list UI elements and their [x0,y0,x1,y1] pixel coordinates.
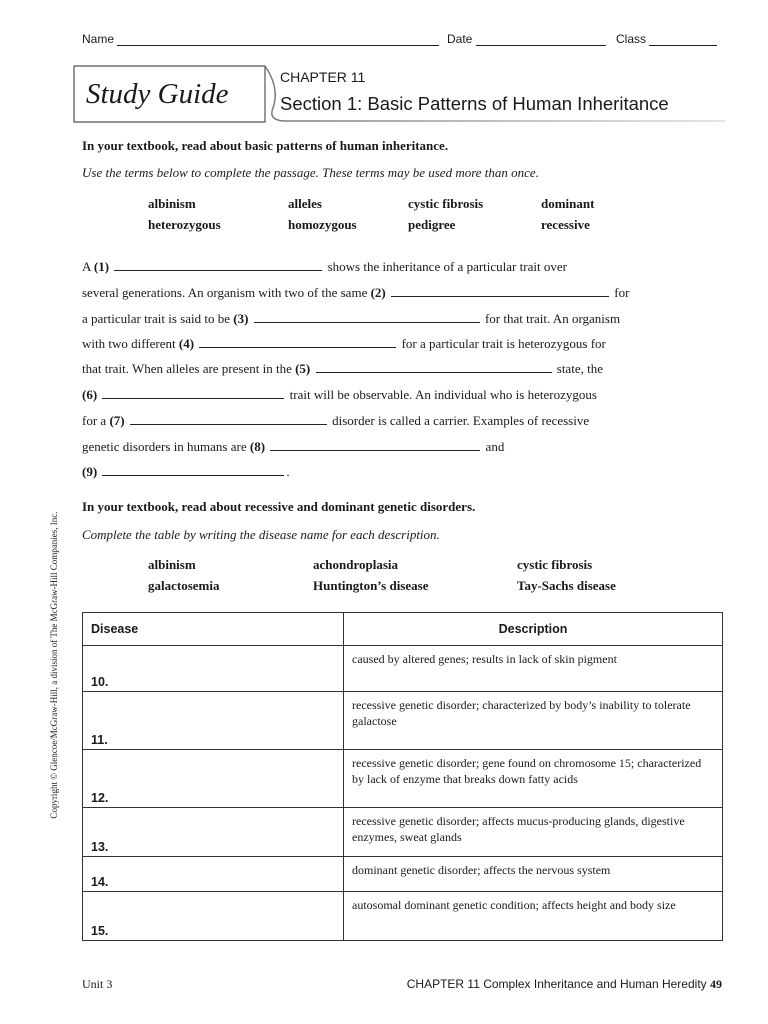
description-cell: recessive genetic disorder; gene found on chromosome 15; characterized by lack of enzyme that breaks down fatty acids [344,750,723,808]
section-title: Section 1: Basic Patterns of Human Inheritance [280,93,669,114]
answer-blank-3[interactable] [254,311,480,323]
table-row [83,857,723,892]
passage-line-5: that trait. When alleles are present in the (5) state, the [82,361,603,376]
answer-blank-7[interactable] [130,413,327,425]
blank-number-3: (3) [233,311,249,326]
term-cystic-fibrosis: cystic fibrosis [408,196,484,211]
description-cell: dominant genetic disorder; affects the nervous system [344,857,723,892]
table-row [83,892,723,941]
column-header-description: Description [344,613,723,646]
subinstruction-2: Complete the table by writing the disease name for each description. [82,527,440,542]
name-line[interactable] [117,34,439,46]
study-guide-title: Study Guide [86,78,229,110]
copyright-notice: Copyright © Glencoe/McGraw-Hill, a division of The McGraw-Hill Companies, Inc. [49,511,59,819]
blank-number-9: (9) [82,464,98,479]
description-cell: autosomal dominant genetic condition; affects height and body size [344,892,723,941]
term-heterozygous: heterozygous [148,217,221,232]
term-recessive: recessive [541,217,590,232]
page-number: 49 [710,977,722,991]
disease-answer-cell[interactable]: 12. [83,750,344,808]
column-header-disease: Disease [83,613,344,646]
answer-blank-9[interactable] [102,464,284,476]
passage-line-6: (6) trait will be observable. An individual who is heterozygous [82,387,597,402]
blank-number-4: (4) [178,336,195,351]
table-row [83,808,723,857]
term-galactosemia: galactosemia [148,578,220,593]
term-homozygous: homozygous [288,217,357,232]
passage-line-2: several generations. An organism with two of the same (2) for [82,285,630,300]
passage-line-9: (9) . [82,464,290,479]
blank-number-2: (2) [370,285,386,300]
date-label: Date [447,32,473,46]
answer-blank-4[interactable] [199,336,396,348]
term-pedigree: pedigree [408,217,456,232]
term-alleles: alleles [288,196,322,211]
description-cell: caused by altered genes; results in lack of skin pigment [344,646,723,692]
answer-blank-8[interactable] [270,439,480,451]
disease-table [82,612,723,941]
answer-blank-2[interactable] [391,285,609,297]
name-field [82,32,439,46]
answer-blank-6[interactable] [102,387,284,399]
term-albinism: albinism [148,196,196,211]
blank-number-5: (5) [295,361,311,376]
answer-blank-1[interactable] [114,259,322,271]
chapter-label: CHAPTER 11 [280,69,366,85]
blank-number-6: (6) [82,387,98,402]
table-header-row [83,613,723,646]
table-row [83,750,723,808]
answer-blank-5[interactable] [316,361,552,373]
table-row [83,692,723,750]
instruction-1: In your textbook, read about basic patterns of human inheritance. [82,138,449,153]
term-cystic-fibrosis-2: cystic fibrosis [517,557,593,572]
name-label: Name [82,32,115,46]
blank-number-7: (7) [109,413,125,428]
instruction-2: In your textbook, read about recessive and dominant genetic disorders. [82,499,476,514]
date-line[interactable] [476,34,606,46]
blank-number-1: (1) [93,259,110,274]
passage-line-8: genetic disorders in humans are (8) and [82,439,505,454]
blank-number-8: (8) [249,439,266,454]
term-tay-sachs-disease: Tay-Sachs disease [517,578,616,593]
term-achondroplasia: achondroplasia [313,557,399,572]
footer-unit: Unit 3 [82,977,113,991]
description-cell: recessive genetic disorder; affects mucus-producing glands, digestive enzymes, sweat glands [344,808,723,857]
passage-line-4: with two different (4) for a particular trait is heterozygous for [82,336,606,351]
subinstruction-1: Use the terms below to complete the passage. These terms may be used more than once. [82,165,539,180]
date-field [447,32,606,46]
disease-answer-cell[interactable]: 11. [83,692,344,750]
disease-answer-cell[interactable]: 13. [83,808,344,857]
table-row [83,646,723,692]
disease-answer-cell[interactable]: 15. [83,892,344,941]
disease-answer-cell[interactable]: 14. [83,857,344,892]
description-cell: recessive genetic disorder; characterized by body’s inability to tolerate galactose [344,692,723,750]
term-huntingtons-disease: Huntington’s disease [313,578,429,593]
passage-line-3: a particular trait is said to be (3) for that trait. An organism [82,311,621,326]
term-dominant: dominant [541,196,595,211]
disease-answer-cell[interactable]: 10. [83,646,344,692]
term-albinism-2: albinism [148,557,196,572]
class-label: Class [616,32,647,46]
class-field [616,32,717,46]
passage-line-7: for a (7) disorder is called a carrier. Examples of recessive [82,413,590,428]
class-line[interactable] [649,34,717,46]
footer-chapter [407,977,722,992]
footer-chapter-title: CHAPTER 11 Complex Inheritance and Human Heredity [406,977,707,991]
passage-line-1: A (1) shows the inheritance of a particular trait over [82,259,567,274]
